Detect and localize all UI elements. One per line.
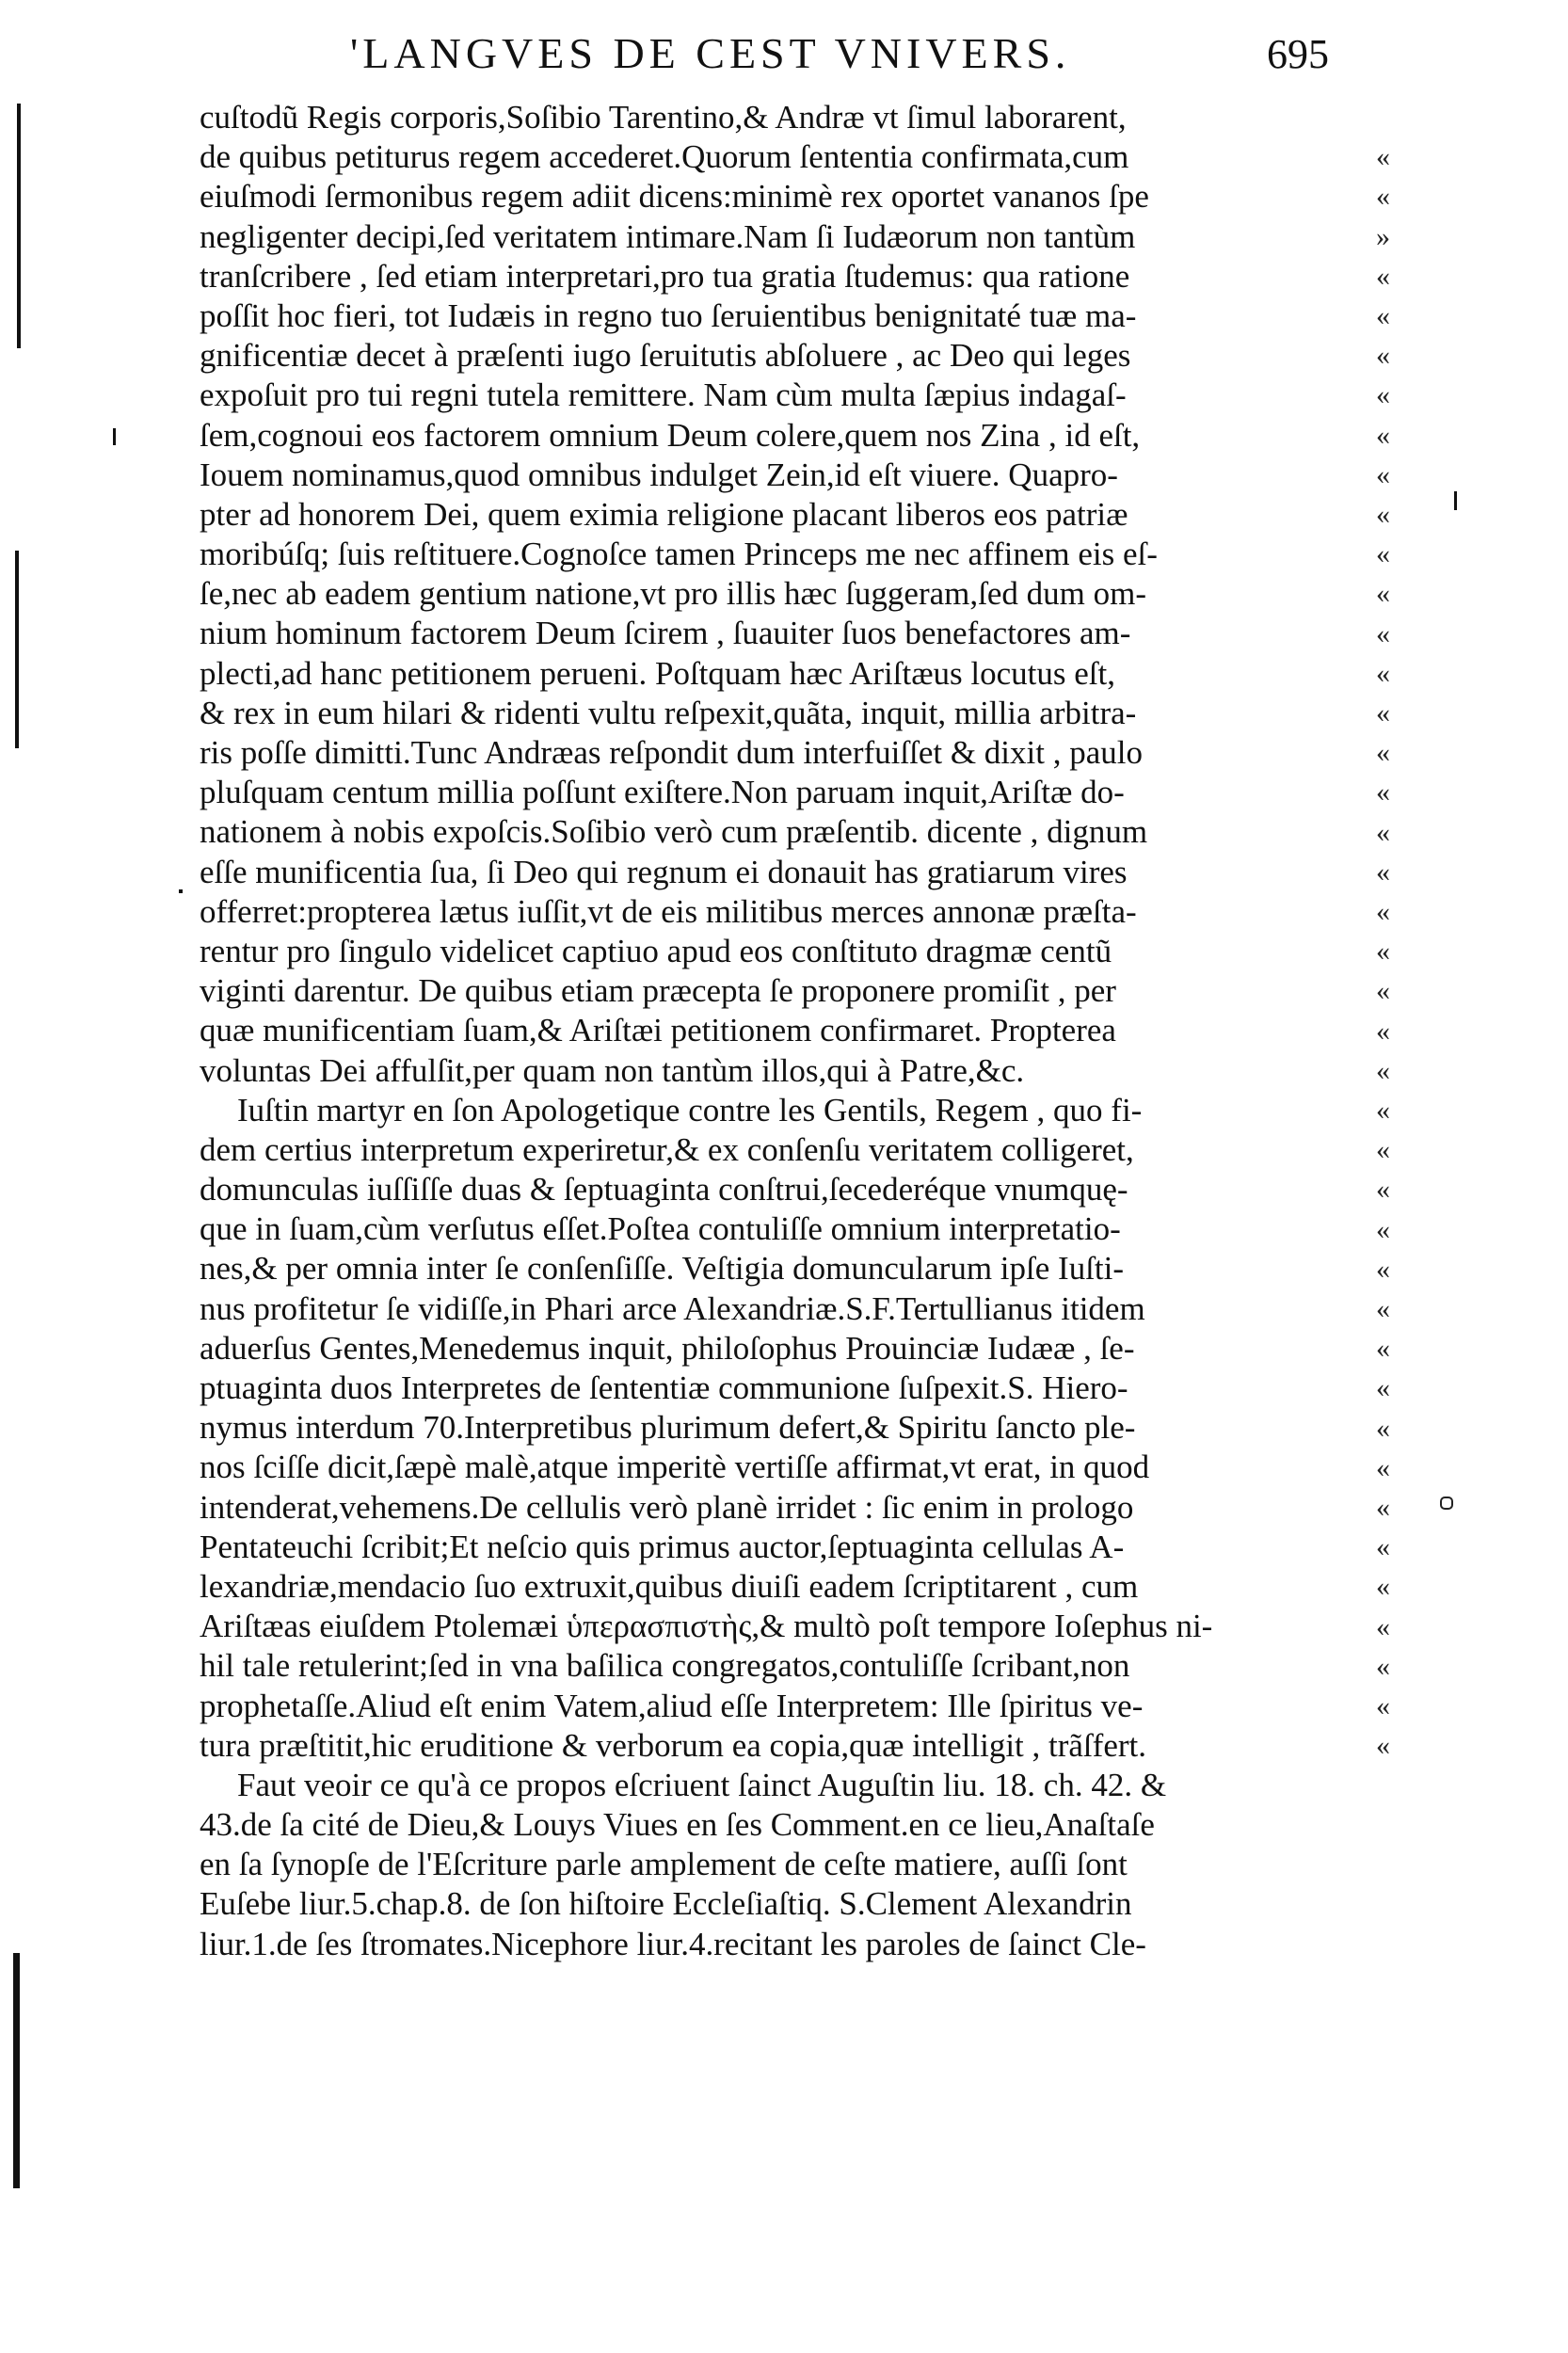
quote-mark: « bbox=[1376, 856, 1390, 888]
quote-mark bbox=[1376, 1806, 1404, 1846]
quote-mark: » bbox=[1376, 220, 1390, 252]
text-line-content: rentur pro ſingulo videlicet captiuo apud eos conſtituto dragmæ centũ bbox=[200, 932, 1112, 969]
text-line-content: tranſcribere , ſed etiam interpretari,pro tua gratia ſtudemus: qua ratione bbox=[200, 257, 1130, 295]
quote-mark: « bbox=[1376, 1293, 1390, 1324]
text-line-content: quæ munificentiam ſuam,& Ariſtæi petitionem confirmaret. Propterea bbox=[200, 1012, 1116, 1049]
text-line bbox=[200, 296, 1371, 336]
quote-mark: « bbox=[1376, 975, 1390, 1007]
text-line bbox=[200, 1488, 1371, 1528]
quote-mark: « bbox=[1376, 260, 1390, 292]
quote-mark: « bbox=[1376, 1690, 1390, 1721]
text-line bbox=[200, 733, 1371, 773]
quote-mark: « bbox=[1376, 1372, 1390, 1404]
text-line-content: dem certius interpretum experiretur,& ex conſenſu veritatem colligeret, bbox=[200, 1130, 1134, 1168]
text-line-content: 43.de ſa cité de Dieu,& Louys Viues en ſes Comment.en ce lieu,Anaſtaſe bbox=[200, 1806, 1155, 1844]
text-line-content: & rex in eum hilari & ridenti vultu reſpexit,quãta, inquit, millia arbitra- bbox=[200, 694, 1137, 731]
text-line-content: Euſebe liur.5.chap.8. de ſon hiſtoire Eccleſiaſtiq. S.Clement Alexandrin bbox=[200, 1885, 1132, 1923]
text-line bbox=[200, 971, 1371, 1011]
text-line bbox=[200, 574, 1371, 614]
text-line-content: Faut veoir ce qu'à ce propos eſcriuent ſainct Auguſtin liu. 18. ch. 42. & bbox=[237, 1766, 1167, 1803]
text-line bbox=[200, 376, 1371, 415]
text-line-content: ſem,cognoui eos factorem omnium Deum colere,quem nos Zina , id eſt, bbox=[200, 416, 1141, 454]
text-line-content: Ariſtæas eiuſdem Ptolemæi ὑπερασπιστὴς,& multò poſt tempore Ioſephus ni- bbox=[200, 1608, 1213, 1645]
quote-mark: « bbox=[1376, 1650, 1390, 1682]
text-line bbox=[200, 654, 1371, 694]
left-margin-dot bbox=[179, 889, 183, 893]
text-line bbox=[200, 1805, 1371, 1845]
quote-mark bbox=[1376, 1766, 1404, 1805]
text-line bbox=[200, 1607, 1371, 1646]
text-line bbox=[200, 1408, 1371, 1448]
text-line-content: nationem à nobis expoſcis.Soſibio verò cum præſentib. dicente , dignum bbox=[200, 813, 1148, 851]
text-line-content: expoſuit pro tui regni tutela remittere. Nam cùm multa ſæpius indagaſ- bbox=[200, 376, 1127, 414]
text-line-content: moribúſq; ſuis reſtituere.Cognoſce tamen Princeps me nec affinem eis eſ- bbox=[200, 536, 1158, 573]
text-line bbox=[200, 1845, 1371, 1884]
text-line-content: Iouem nominamus,quod omnibus indulget Zein,id eſt viuere. Quapro- bbox=[200, 456, 1118, 493]
quote-mark: « bbox=[1376, 1095, 1390, 1126]
quote-mark: « bbox=[1376, 141, 1390, 173]
text-line-content: pter ad honorem Dei, quem eximia religione placant liberos eos patriæ bbox=[200, 495, 1128, 533]
text-line bbox=[200, 1925, 1371, 1964]
text-line bbox=[200, 773, 1371, 812]
text-line bbox=[200, 1448, 1371, 1487]
text-line-content: nium hominum factorem Deum ſcirem , ſuauiter ſuos benefactores am- bbox=[200, 615, 1131, 652]
text-line bbox=[200, 1884, 1371, 1924]
text-line bbox=[200, 1766, 1371, 1805]
quote-mark: « bbox=[1376, 1610, 1390, 1642]
text-line bbox=[200, 1369, 1371, 1408]
text-line bbox=[200, 1209, 1371, 1249]
text-line bbox=[200, 1091, 1371, 1130]
quote-mark: « bbox=[1376, 1451, 1390, 1483]
text-line bbox=[200, 1051, 1371, 1091]
text-line-content: voluntas Dei affulſit,per quam non tantùm illos,qui à Patre,&c. bbox=[200, 1051, 1025, 1089]
quote-mark: « bbox=[1376, 617, 1390, 649]
text-line bbox=[200, 336, 1371, 376]
quote-mark: « bbox=[1376, 499, 1390, 530]
text-line-content: ris poſſe dimitti.Tunc Andræas reſpondit dum interfuiſſet & dixit , paulo bbox=[200, 734, 1143, 771]
text-line bbox=[200, 416, 1371, 456]
text-line bbox=[200, 1528, 1371, 1567]
right-margin-tick bbox=[1454, 491, 1457, 510]
text-line bbox=[200, 1011, 1371, 1050]
text-line bbox=[200, 892, 1371, 932]
quote-mark bbox=[1376, 98, 1404, 137]
text-line bbox=[200, 1726, 1371, 1766]
text-line-content: de quibus petiturus regem accederet.Quorum ſententia confirmata,cum bbox=[200, 138, 1129, 176]
text-line-content: poſſit hoc fieri, tot Iudæis in regno tuo ſeruientibus benignitaté tuæ ma- bbox=[200, 296, 1137, 334]
text-line-content: nos ſciſſe dicit,ſæpè malè,atque imperitè vertiſſe affirmat,vt erat, in quod bbox=[200, 1449, 1150, 1486]
text-line bbox=[200, 1289, 1371, 1329]
text-line bbox=[200, 1130, 1371, 1170]
text-line-content: pluſquam centum millia poſſunt exiſtere.Non paruam inquit,Ariſtæ do- bbox=[200, 774, 1125, 811]
text-line-content: cuſtodũ Regis corporis,Soſibio Tarentino,& Andræ vt ſimul laborarent, bbox=[200, 99, 1127, 136]
text-line-content: lexandriæ,mendacio ſuo extruxit,quibus diuiſi eadem ſcriptitarent , cum bbox=[200, 1567, 1139, 1605]
text-line bbox=[200, 456, 1371, 495]
text-line-content: viginti darentur. De quibus etiam præcepta ſe proponere promiſit , per bbox=[200, 972, 1116, 1010]
text-line-content: hil tale retulerint;ſed in vna baſilica congregatos,contuliſſe ſcribant,non bbox=[200, 1647, 1130, 1685]
text-line-content: intenderat,vehemens.De cellulis verò planè irridet : ſic enim in prologo bbox=[200, 1488, 1134, 1526]
quote-mark: « bbox=[1376, 1412, 1390, 1444]
text-line-content: eiuſmodi ſermonibus regem adiit dicens:minimè rex oportet vananos ſpe bbox=[200, 178, 1149, 216]
text-line bbox=[200, 694, 1371, 733]
quote-mark: « bbox=[1376, 419, 1390, 451]
text-line-content: aduerſus Gentes,Menedemus inquit, philoſophus Prouinciæ Iudææ , ſe- bbox=[200, 1329, 1135, 1367]
quote-mark: « bbox=[1376, 458, 1390, 490]
text-line bbox=[200, 1170, 1371, 1209]
quote-mark: « bbox=[1376, 1213, 1390, 1245]
text-line bbox=[200, 1329, 1371, 1369]
text-line-content: prophetaſſe.Aliud eſt enim Vatem,aliud eſſe Interpretem: Ille ſpiritus ve- bbox=[200, 1687, 1144, 1724]
quote-mark: « bbox=[1376, 1015, 1390, 1047]
quote-mark: « bbox=[1376, 816, 1390, 848]
text-line-content: Iuſtin martyr en ſon Apologetique contre les Gentils, Regem , quo fi- bbox=[237, 1091, 1143, 1128]
text-line bbox=[200, 1567, 1371, 1607]
quote-mark: « bbox=[1376, 1571, 1390, 1603]
quote-mark: « bbox=[1376, 896, 1390, 927]
quote-mark: « bbox=[1376, 1492, 1390, 1523]
quote-mark: « bbox=[1376, 300, 1390, 331]
quote-mark: « bbox=[1376, 1174, 1390, 1206]
text-line-content: nes,& per omnia inter ſe conſenſiſſe. Veſtigia domuncularum ipſe Iuſti- bbox=[200, 1250, 1125, 1288]
text-line-content: ptuaginta duos Interpretes de ſententiæ communione ſuſpexit.S. Hiero- bbox=[200, 1369, 1128, 1406]
text-line bbox=[200, 932, 1371, 971]
text-line bbox=[200, 1687, 1371, 1726]
text-line bbox=[200, 535, 1371, 574]
text-line bbox=[200, 614, 1371, 653]
text-line-content: negligenter decipi,ſed veritatem intimare.Nam ſi Iudæorum non tantùm bbox=[200, 217, 1136, 255]
text-line-content: Pentateuchi ſcribit;Et neſcio quis primus auctor,ſeptuaginta cellulas A- bbox=[200, 1528, 1125, 1565]
text-line-content: domunculas iuſſiſſe duas & ſeptuaginta conſtrui,ſecederéque vnumquę- bbox=[200, 1171, 1128, 1209]
page-header bbox=[350, 28, 1329, 94]
text-line bbox=[200, 98, 1371, 137]
text-line bbox=[200, 1249, 1371, 1289]
quote-mark: « bbox=[1376, 1054, 1390, 1086]
quote-mark: « bbox=[1376, 1134, 1390, 1166]
text-line-content: offerret:propterea lætus iuſſit,vt de eis militibus merces annonæ præſta- bbox=[200, 892, 1137, 930]
text-line bbox=[200, 853, 1371, 892]
quote-mark: « bbox=[1376, 181, 1390, 213]
text-line-content: eſſe munificentia ſua, ſi Deo qui regnum ei donauit has gratiarum vires bbox=[200, 853, 1128, 890]
text-line-content: tura præſtitit,hic eruditione & verborum ea copia,quæ intelligit , trãſfert. bbox=[200, 1726, 1146, 1764]
text-line bbox=[200, 1646, 1371, 1686]
left-margin-rule-middle bbox=[15, 551, 19, 748]
quote-mark: « bbox=[1376, 578, 1390, 610]
quote-mark: « bbox=[1376, 1333, 1390, 1365]
quote-mark bbox=[1376, 1885, 1404, 1925]
text-line-content: en ſa ſynopſe de l'Eſcriture parle amplement de ceſte matiere, auſſi ſont bbox=[200, 1846, 1128, 1883]
quote-mark: « bbox=[1376, 1730, 1390, 1762]
quote-mark: « bbox=[1376, 1531, 1390, 1563]
text-line-content: plecti,ad hanc petitionem perueni. Poſtquam hæc Ariſtæus locutus eſt, bbox=[200, 654, 1116, 692]
quote-mark: « bbox=[1376, 776, 1390, 808]
text-line-content: ſe,nec ab eadem gentium natione,vt pro illis hæc ſuggeram,ſed dum om- bbox=[200, 575, 1146, 613]
text-line-content: gnificentiæ decet à præſenti iugo ſeruitutis abſoluere , ac Deo qui leges bbox=[200, 337, 1131, 375]
left-margin-rule-top bbox=[17, 104, 21, 348]
text-line-content: liur.1.de ſes ſtromates.Nicephore liur.4.recitant les paroles de ſainct Cle- bbox=[200, 1925, 1146, 1962]
text-line-content: que in ſuam,cùm verſutus eſſet.Poſtea contuliſſe omnium interpretatio- bbox=[200, 1210, 1121, 1248]
quote-mark bbox=[1376, 1925, 1404, 1964]
text-line-content: nus profitetur ſe vidiſſe,in Phari arce Alexandriæ.S.F.Tertullianus itidem bbox=[200, 1289, 1145, 1327]
body-text bbox=[200, 98, 1371, 1964]
quote-mark: « bbox=[1376, 737, 1390, 769]
text-line-content: nymus interdum 70.Interpretibus plurimum defert,& Spiritu ſancto ple- bbox=[200, 1409, 1136, 1447]
text-line bbox=[200, 812, 1371, 852]
page-number: 695 bbox=[1267, 31, 1329, 77]
left-margin-tick bbox=[113, 428, 116, 445]
quote-mark: « bbox=[1376, 340, 1390, 372]
quote-mark: « bbox=[1376, 379, 1390, 411]
text-line bbox=[200, 217, 1371, 257]
quote-mark: « bbox=[1376, 1253, 1390, 1285]
text-line bbox=[200, 137, 1371, 177]
left-margin-rule-bottom bbox=[13, 1953, 20, 2188]
text-line bbox=[200, 495, 1371, 535]
right-margin-mark bbox=[1440, 1497, 1453, 1510]
text-line bbox=[200, 257, 1371, 296]
quote-mark: « bbox=[1376, 538, 1390, 570]
quote-mark: « bbox=[1376, 657, 1390, 689]
running-title: 'LANGVES DE CEST VNIVERS. bbox=[350, 29, 1071, 77]
quote-mark: « bbox=[1376, 697, 1390, 728]
quote-mark: « bbox=[1376, 936, 1390, 968]
quote-mark bbox=[1376, 1846, 1404, 1885]
text-line bbox=[200, 177, 1371, 216]
